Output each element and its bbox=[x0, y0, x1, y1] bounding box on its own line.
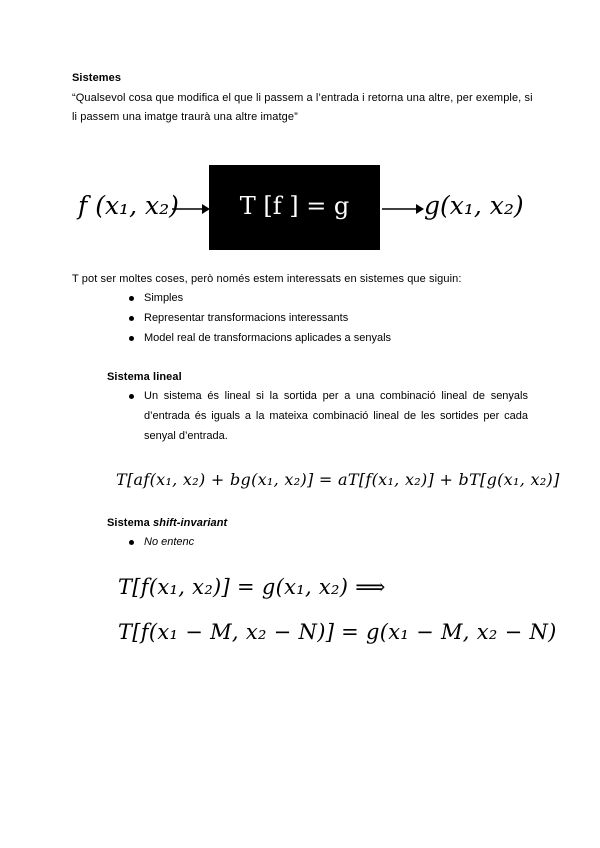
diagram-output: g(x₁, x₂) bbox=[424, 191, 524, 220]
system-diagram bbox=[74, 165, 524, 251]
heading-sistema-lineal: Sistema lineal bbox=[107, 371, 182, 383]
quote-line-1: “Qualsevol cosa que modifica el que li passem a l’entrada i retorna una altre, per exemple, si bbox=[72, 92, 533, 104]
linearity-equation: T[af(x₁, x₂) + bg(x₁, x₂)] = aT[f(x₁, x₂)] + bT[g(x₁, x₂)] bbox=[116, 470, 560, 489]
shift-equation-2: T[f(x₁ − M, x₂ − N)] = g(x₁ − M, x₂ − N) bbox=[118, 620, 557, 644]
list-item: Representar transformacions interessants bbox=[144, 312, 349, 324]
intro-text: T pot ser moltes coses, però només estem interessats en sistemes que siguin: bbox=[72, 273, 462, 285]
list-item: Model real de transformacions aplicades a senyals bbox=[144, 332, 392, 344]
diagram-input: f (x₁, x₂) bbox=[78, 191, 179, 220]
bullet-icon bbox=[129, 316, 134, 321]
lineal-text-line-2: d’entrada és iguals a la mateixa combinació lineal de les sortides per cada bbox=[144, 410, 528, 422]
bullet-icon bbox=[129, 394, 134, 399]
arrow-out-icon bbox=[380, 203, 424, 215]
bullet-icon bbox=[129, 296, 134, 301]
heading-prefix: Sistema bbox=[107, 517, 154, 529]
shift-equation-1: T[f(x₁, x₂)] = g(x₁, x₂) ⟹ bbox=[118, 575, 386, 599]
system-box bbox=[209, 165, 380, 250]
bullet-icon bbox=[129, 540, 134, 545]
heading-italic: shift-invariant bbox=[153, 517, 228, 529]
lineal-text-line-1: Un sistema és lineal si la sortida per a una combinació lineal de senyals bbox=[144, 390, 528, 402]
heading-sistemes: Sistemes bbox=[72, 72, 122, 84]
list-item: Simples bbox=[144, 292, 184, 304]
arrow-in-icon bbox=[172, 203, 210, 215]
bullet-icon bbox=[129, 336, 134, 341]
heading-sistema-shift-invariant bbox=[107, 514, 227, 533]
system-box-label: T [f ] = g bbox=[239, 192, 350, 220]
lineal-text-line-3: senyal d’entrada. bbox=[144, 430, 228, 442]
quote-line-2: li passem una imatge traurà una altre imatge” bbox=[72, 111, 298, 123]
list-item: No entenc bbox=[144, 536, 195, 548]
